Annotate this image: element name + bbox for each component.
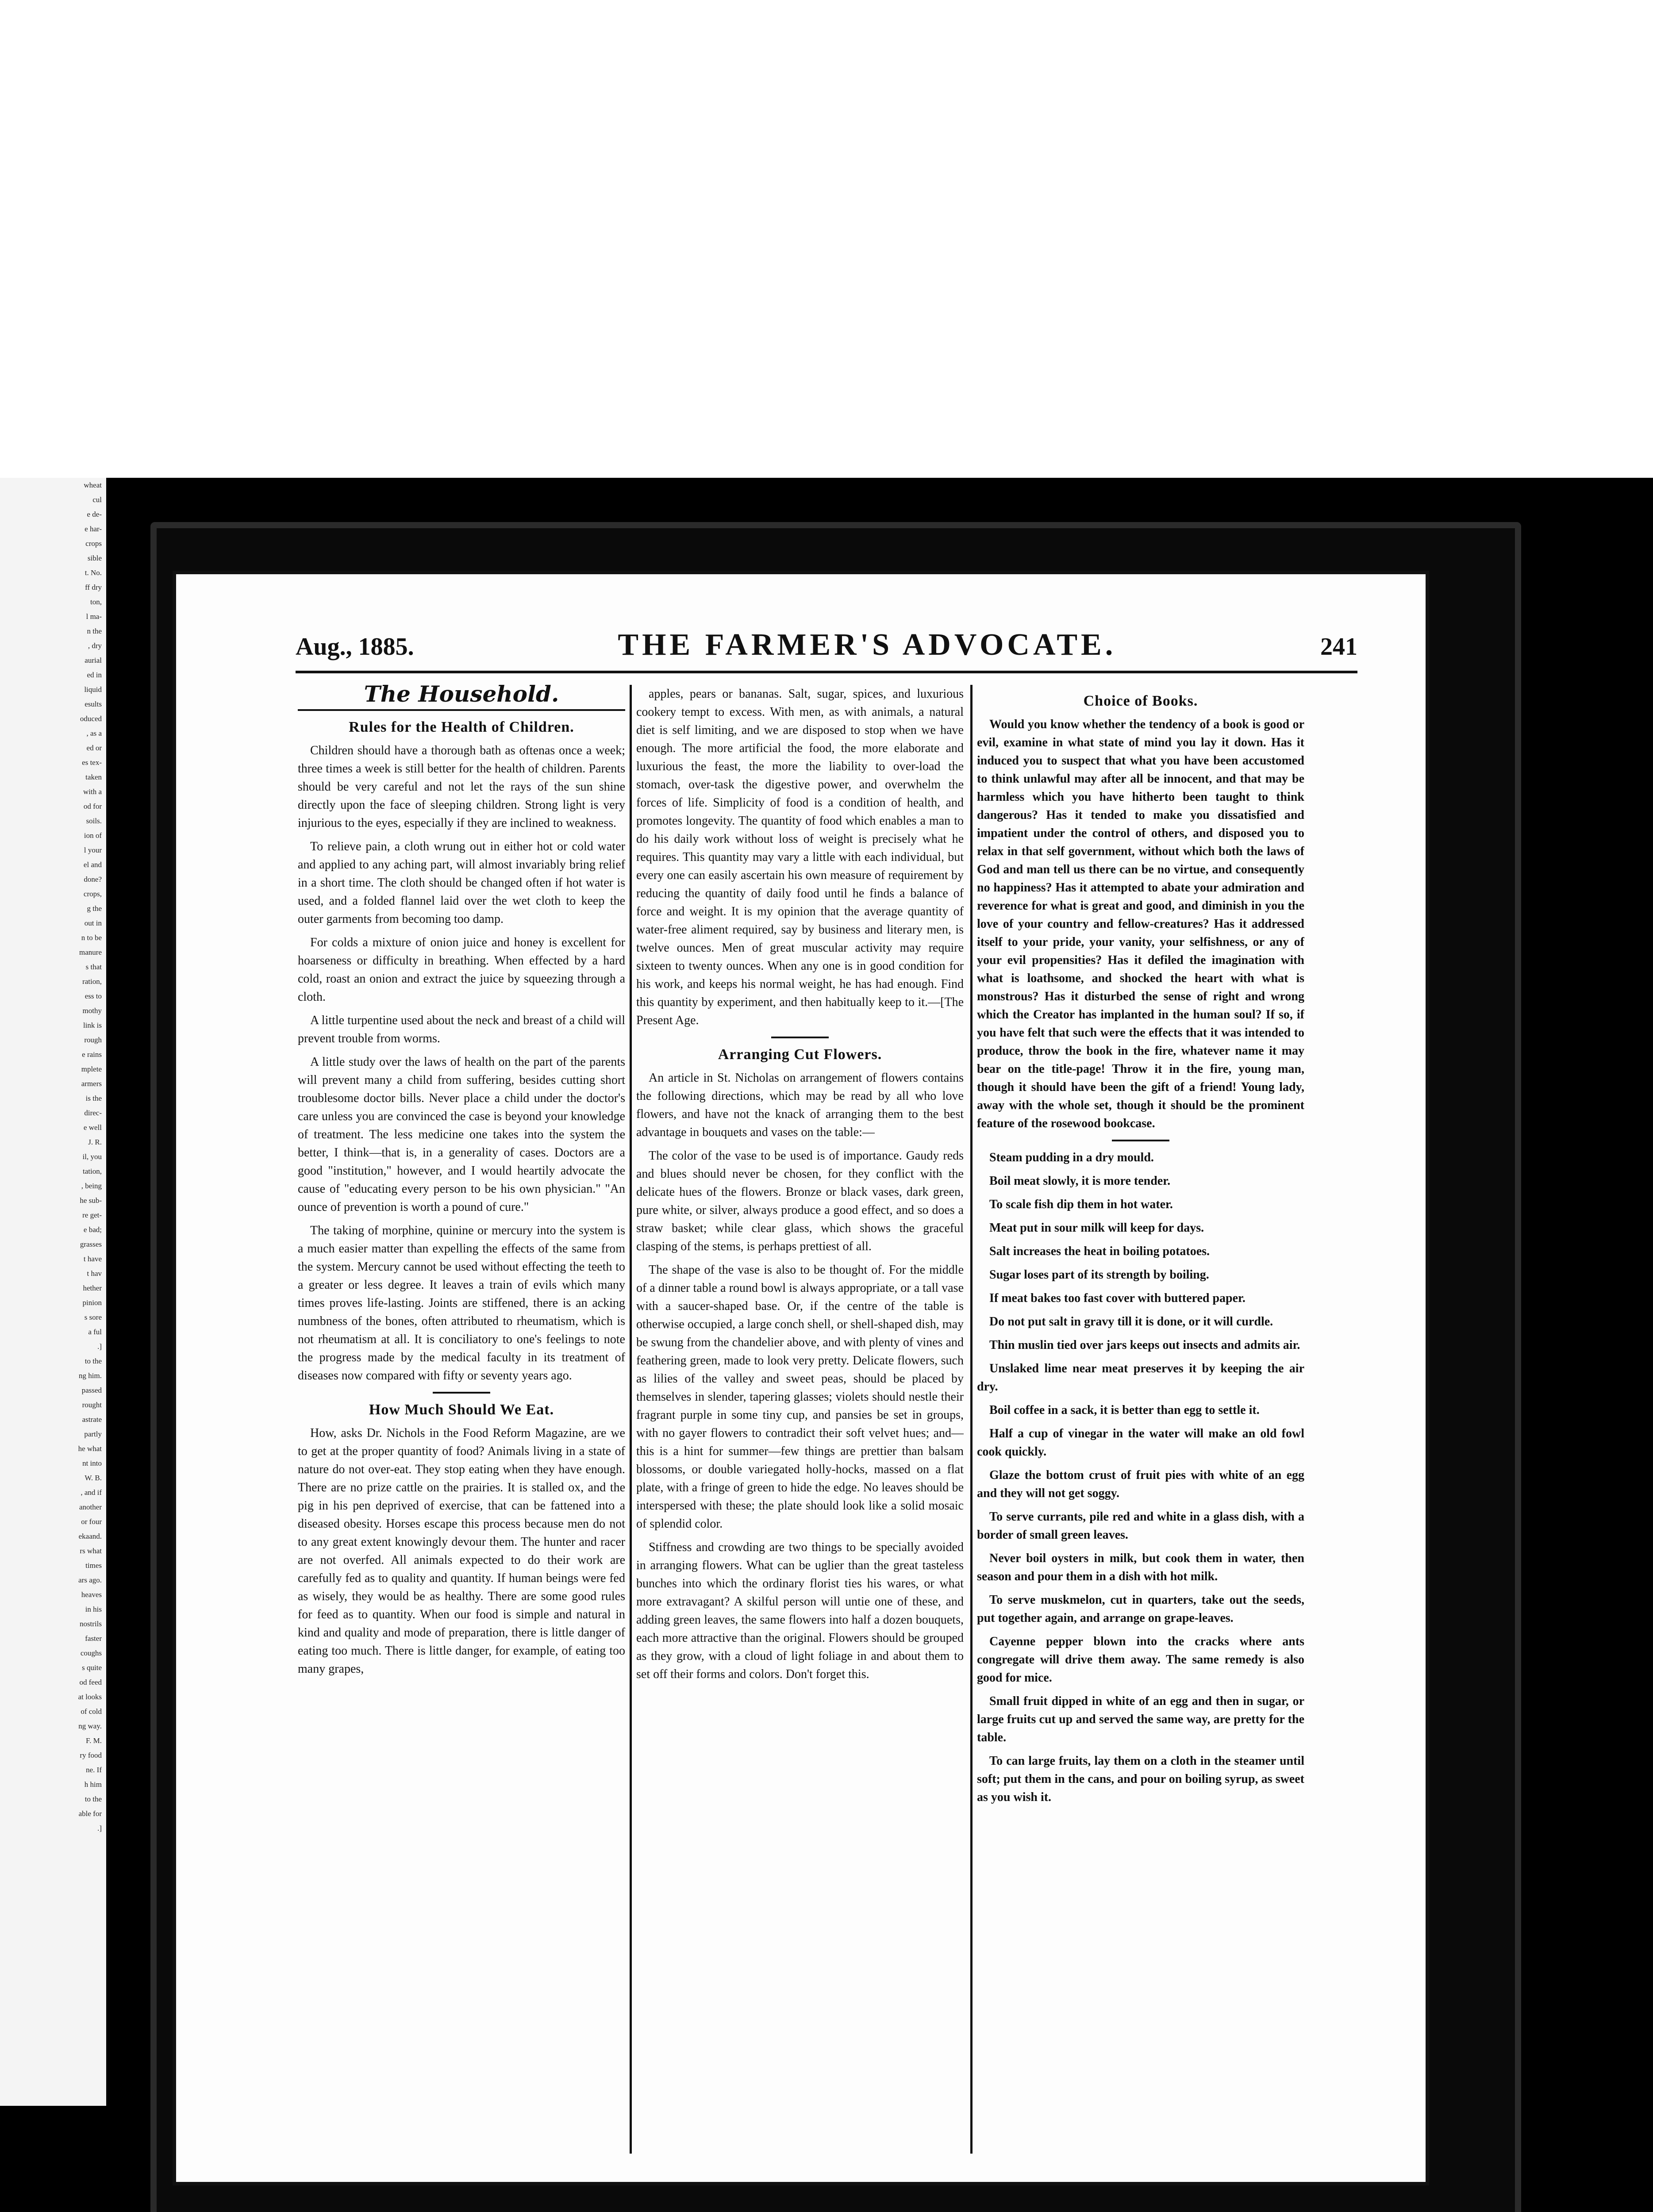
hint-item: Salt increases the heat in boiling potatoes. (989, 1244, 1210, 1258)
hint-item: Never boil oysters in milk, but cook them in water, then season and pour them in a dish with hot milk. (977, 1551, 1304, 1583)
left-page-fragment: passed (81, 1386, 102, 1394)
left-page-fragment: es tex- (82, 758, 102, 767)
left-page-fragment: in his (85, 1605, 102, 1613)
left-page-fragment: , dry (88, 641, 102, 650)
left-page-fragment: hether (83, 1284, 102, 1292)
article-body (298, 741, 625, 1385)
left-page-fragment: crops (85, 539, 102, 548)
left-page-fragment: he sub- (80, 1196, 102, 1205)
left-page-fragment: wheat (84, 481, 102, 489)
household-hints (977, 1148, 1304, 1806)
issue-date: Aug., 1885. (296, 633, 414, 661)
hint-item: If meat bakes too fast cover with buttered paper. (989, 1291, 1246, 1305)
left-page-fragment: soils. (86, 817, 102, 825)
column-1 (298, 685, 625, 2154)
left-page-fragment: ess to (85, 992, 102, 1000)
left-page-fragment: nostrils (79, 1620, 102, 1628)
left-page-fragment: e har- (85, 525, 102, 533)
hint-item: Steam pudding in a dry mould. (989, 1151, 1154, 1164)
left-page-fragment: esults (85, 700, 102, 708)
left-page-fragment: n the (87, 627, 102, 635)
left-page-fragment: aurial (85, 656, 102, 664)
left-page-fragment: ton, (90, 598, 102, 606)
hint-item: Small fruit dipped in white of an egg and then in sugar, or large fruits cut up and served the same way, are pretty for the table. (977, 1694, 1304, 1744)
paragraph: An article in St. Nicholas on arrangement of flowers contains the following directions, which may be read by all who love flowers, and have not the knack of arranging them to the best advantage in bouquets and vases on the table:— (636, 1071, 964, 1139)
hint-item: Unslaked lime near meat preserves it by keeping the air dry. (977, 1362, 1304, 1394)
left-page-fragment: partly (84, 1430, 102, 1438)
article-title: Rules for the Health of Children. (349, 719, 574, 735)
page-number: 241 (1320, 633, 1357, 661)
left-page-fragment: , being (81, 1182, 102, 1190)
left-page-fragment: at looks (78, 1693, 102, 1701)
left-page-fragment: coughs (80, 1649, 102, 1657)
left-page-fragment: another (79, 1503, 102, 1511)
left-page-fragment: nt into (82, 1459, 102, 1467)
left-page-fragment: t hav (87, 1269, 102, 1278)
left-page-fragment: s quite (82, 1663, 102, 1672)
left-page-fragment: , as a (86, 729, 102, 737)
header-rule (296, 671, 1357, 673)
left-page-fragment: n to be (81, 933, 102, 942)
paragraph: For colds a mixture of onion juice and honey is excellent for hoarseness or difficulty in breathing. When effected by a hard cold, roast an onion and extract the juice by squeezing through a cloth. (298, 936, 625, 1004)
left-page-fragment: ff dry (85, 583, 102, 591)
paragraph: How, asks Dr. Nichols in the Food Reform Magazine, are we to get at the proper quantity of food? Animals living in a state of nature do not over-eat. They stop eating when they have enough. There are no prize cattle on the prairies. It is stalled ox, and the pig in his pen deprived of exercise, that can be fattened into a diseased obesity. Horses escape this process because men do not to any great extent knowingly devour them. The hunter and racer are not overfed. All animals expected to do their work are carefully fed as to quality and quantity. If human beings were fed as wisely, they would be as healthy. There are some good rules for feed as to quantity. When our food is simple and natural in kind and quality and mode of preparation, there is little danger of eating too much. There is little danger, for example, of eating too many grapes, (298, 1426, 625, 1676)
left-page-fragment: F. M. (86, 1736, 102, 1745)
left-page-fragment: od feed (79, 1678, 102, 1686)
section-title: The Household. (364, 685, 559, 707)
left-page-fragment: direc- (84, 1109, 102, 1117)
left-page-fragment: grasses (80, 1240, 102, 1248)
left-page-fragment: cul (92, 495, 102, 504)
left-page-fragment: liquid (84, 685, 102, 694)
hint-item: Meat put in sour milk will keep for days. (989, 1221, 1204, 1235)
hint-item: Boil meat slowly, it is more tender. (989, 1174, 1171, 1188)
left-page-fragment: l ma- (86, 612, 102, 621)
left-page-fragment: link is (83, 1021, 102, 1029)
left-page-fragment: of cold (81, 1707, 102, 1716)
left-page-fragment: ne. If (86, 1766, 102, 1774)
scan-background (0, 0, 1653, 478)
left-page-fragment: ekaand. (78, 1532, 102, 1540)
article-divider (1112, 1140, 1169, 1141)
left-page-fragment: out in (84, 919, 102, 927)
hint-item: Cayenne pepper blown into the cracks where ants congregate will drive them away. The same remedy is also good for mice. (977, 1635, 1304, 1685)
left-page-fragment: re get- (82, 1211, 102, 1219)
hint-item: Boil coffee in a sack, it is better than egg to settle it. (989, 1403, 1260, 1417)
left-page-fragment: el and (83, 860, 102, 869)
hint-item: Do not put salt in gravy till it is done, or it will curdle. (989, 1315, 1273, 1329)
left-page-fragment: to the (85, 1795, 102, 1803)
left-page-fragment: to the (85, 1357, 102, 1365)
left-page-fragment: is the (85, 1094, 102, 1102)
page-header (296, 627, 1357, 667)
left-page-fragment: ration, (82, 977, 102, 986)
left-page-fragment: ed or (86, 744, 102, 752)
left-page-fragment: g the (87, 904, 102, 913)
left-page-fragment: rs what (80, 1547, 102, 1555)
column-3 (977, 685, 1304, 2154)
left-page-fragment: ion of (84, 831, 102, 840)
left-page-fragment: taken (85, 773, 102, 781)
hint-item: Sugar loses part of its strength by boiling. (989, 1268, 1209, 1282)
left-page-fragment: crops, (83, 890, 102, 898)
left-page-fragment: W. B. (85, 1474, 102, 1482)
left-page-fragment: he what (78, 1444, 102, 1453)
left-page-fragment: a ful (88, 1328, 102, 1336)
left-page-fragment: mothy (82, 1006, 102, 1015)
paragraph: apples, pears or bananas. Salt, sugar, spices, and luxurious cookery tempt to excess. With men, as with animals, a natural diet is self limiting, and we are disposed to stop when we have enough. The more artificial the food, the more elaborate and luxurious the feast, the more the liability to over-load the stomach, over-task the digestive power, and overwhelm the forces of life. Simplicity of food is a condition of health, and promotes longevity. The quantity of food which enables a man to do his daily work without loss of weight is precisely what he requires. This quantity may vary a little with each individual, but every one can easily ascertain his own measure of requirement by reducing the quantity of daily food until he finds a balance of force and weight. It is my opinion that the average quantity of water-free aliment required, say by business and literary men, is twelve ounces. Men of great muscular activity may require sixteen to twenty ounces. When any one is in good condition for his work, and keeps his normal weight, he has had enough. Find this quantity by experiment, and then habitually keep to it.—[The Present Age. (636, 687, 964, 1027)
left-page-fragment: rought (82, 1401, 102, 1409)
left-page-fragment: e well (83, 1123, 102, 1132)
left-page-fragment: with a (83, 787, 102, 796)
column-2 (636, 685, 964, 2154)
article-body (298, 1424, 625, 1678)
paragraph: Would you know whether the tendency of a book is good or evil, examine in what state of mind you lay it down. Has it induced you to suspect that what you have been accustomed to think unlawful may after all be innocent, and that may be harmless which you have hitherto been taught to think dangerous? Has it tended to make you dissatisfied and impatient under the control of others, and disposed you to relax in that self government, without which both the laws of God and man tell us there can be no virtue, and consequently no happiness? Has it attempted to abate your admiration and reverence for what is great and good, and diminish in you the love of your country and fellow-creatures? Has it addressed itself to your pride, your vanity, your selfishness, or any of your evil propensities? Has it defiled the imagination with what is loathsome, and shocked the heart with what is monstrous? Has it disturbed the sense of right and wrong which the Creator has implanted in the human soul? If so, if you have felt that such were the effects that it was intended to produce, throw the book in the fire, whatever name it may bear on the title-page! Throw it in the fire, young man, though it should have been the gift of a friend! Young lady, away with the whole set, though it should be the prominent feature of the rosewood bookcase. (977, 718, 1304, 1130)
left-page-fragment: rough (84, 1036, 102, 1044)
left-page-fragment: heaves (81, 1590, 102, 1599)
left-page-fragment: manure (79, 948, 102, 956)
paragraph: To relieve pain, a cloth wrung out in either hot or cold water and applied to any aching part, will almost invariably bring relief in a short time. The cloth should be changed often if hot water is used, and a folded flannel laid over the wet cloth to keep the outer garments from becoming too damp. (298, 840, 625, 926)
paragraph: A little study over the laws of health on the part of the parents will prevent many a child from suffering, besides cutting short troublesome doctor bills. Never place a child under the doctor's care unless you are convinced the case is beyond your knowledge of treatment. The less medicine one takes into the system the better, I think—that is, in a generality of cases. Doctors are a good "institution," however, and I would heartily advocate the cause of "educating every person to be his own physician." "An ounce of prevention is worth a pound of cure." (298, 1055, 625, 1214)
left-page-fragment: tation, (83, 1167, 102, 1175)
left-page-fragment: e de- (87, 510, 102, 518)
paragraph: Stiffness and crowding are two things to be specially avoided in arranging flowers. What can be uglier than the great tasteless bunches into which the ordinary florist ties his wares, or what more extravagant? A skilful person will untie one of these, and adding green leaves, the same flowers into half a dozen bouquets, each more attractive than the original. Flowers should be grouped as they grow, with a cloud of light foliage in and about them to set off their forms and colors. Don't forget this. (636, 1540, 964, 1681)
left-page-fragment: e bad; (83, 1225, 102, 1234)
column-divider (630, 685, 632, 2154)
left-page-fragment: ars ago. (78, 1576, 102, 1584)
left-page-fragment: J. R. (88, 1138, 102, 1146)
left-page-fragment: l your (84, 846, 102, 854)
left-page-fragment: t have (83, 1255, 102, 1263)
left-page-fragment: , and if (81, 1488, 102, 1497)
left-page-fragment: armers (81, 1079, 102, 1088)
left-page-fragment: sible (87, 554, 102, 562)
hint-item: To serve currants, pile red and white in a glass dish, with a border of small green leaves. (977, 1510, 1304, 1542)
column-divider (970, 685, 973, 2154)
left-page-fragment: il, you (82, 1152, 102, 1161)
left-page-fragment: pinion (82, 1298, 102, 1307)
article-title: How Much Should We Eat. (369, 1402, 554, 1418)
left-page-fragment: ed in (87, 671, 102, 679)
paragraph: Children should have a thorough bath as oftenas once a week; three times a week is still better for the health of children. Parents should be very careful and not let the rays of the sun shine directly upon the face of sleeping children. Strong light is very injurious to the eyes, especially if they are inclined to weakness. (298, 744, 625, 830)
left-page-fragment: faster (85, 1634, 102, 1643)
hint-item: Thin muslin tied over jars keeps out insects and admits air. (989, 1338, 1300, 1352)
left-page-fragment: h him (84, 1780, 102, 1789)
left-page-fragment: astrate (82, 1415, 102, 1424)
left-page-fragment: times (85, 1561, 102, 1570)
left-page-fragment: or four (81, 1517, 102, 1526)
paragraph: A little turpentine used about the neck and breast of a child will prevent trouble from worms. (298, 1014, 625, 1045)
left-page-fragment: oduced (80, 714, 102, 723)
paragraph: The taking of morphine, quinine or mercury into the system is a much easier matter than expelling the effects of the same from the system. Mercury cannot be used without effecting the teeth to a greater or less degree. It leaves a train of evils which many times proves life-lasting. Joints are stiffened, there is an acking numbness of the bones, often attributed to rheumatism, which is not rheumatism at all. It is conciliatory to one's feelings to note the progress made by the medical faculty in its treatment of diseases now compared with fifty or seventy years ago. (298, 1224, 625, 1382)
hint-item: To scale fish dip them in hot water. (989, 1198, 1173, 1211)
left-page-fragment: .] (97, 1824, 102, 1832)
hint-item: Half a cup of vinegar in the water will make an old fowl cook quickly. (977, 1427, 1304, 1459)
hint-item: Glaze the bottom crust of fruit pies with white of an egg and they will not get soggy. (977, 1468, 1304, 1500)
article-body (636, 1069, 964, 1683)
article-title: Choice of Books. (1083, 693, 1198, 709)
article-divider (433, 1392, 490, 1394)
left-page-fragment: .] (97, 1342, 102, 1351)
article-title: Arranging Cut Flowers. (718, 1046, 882, 1063)
article-body (977, 715, 1304, 1133)
left-page-fragment: s that (85, 963, 102, 971)
left-page-fragment: mplete (81, 1065, 102, 1073)
article-body (636, 685, 964, 1029)
left-page-fragment: ry food (80, 1751, 102, 1759)
left-page-fragment: ng him. (79, 1371, 102, 1380)
left-page-fragment: t. No. (85, 568, 102, 577)
article-divider (771, 1037, 829, 1038)
hint-item: To can large fruits, lay them on a cloth in the steamer until soft; put them in the cans, and pour on boiling syrup, as sweet as you wish it. (977, 1754, 1304, 1804)
left-page-fragment: able for (78, 1809, 102, 1818)
left-page-fragment: ng way. (78, 1722, 102, 1730)
newspaper-page (173, 571, 1429, 2185)
left-page-fragment: s sore (84, 1313, 102, 1321)
hint-item: To serve muskmelon, cut in quarters, take out the seeds, put together again, and arrange on grape-leaves. (977, 1593, 1304, 1625)
left-page-fragment: od for (83, 802, 102, 810)
paragraph: The shape of the vase is also to be thought of. For the middle of a dinner table a round bowl is always appropriate, or a tall vase with a saucer-shaped base. Or, if the centre of the table is otherwise occupied, a large conch shell, or shell-shaped dish, may be swung from the chandelier above, and with plenty of vines and feathering green, made to look very pretty. Delicate flowers, such as lilies of the valley and sweet peas, should be placed by themselves in slender, tapering glasses; violets should nestle their fragrant purple in some tiny cup, and pansies be set in groups, with no gayer flowers to contradict their soft velvet hues; and—this is a hint for summer—few things are prettier than balsam blossoms, or double variegated holly-hocks, massed on a flat plate, with a fringe of green to hide the edge. No leaves should be interspersed with these; the plate should look like a solid mosaic of splendid color. (636, 1263, 964, 1531)
left-page-fragment: done? (84, 875, 102, 883)
masthead-title: THE FARMER'S ADVOCATE. (618, 628, 1117, 662)
left-page-edge (0, 478, 106, 2106)
paragraph: The color of the vase to be used is of importance. Gaudy reds and blues should never be chosen, for they conflict with the delicate hues of the flowers. Bronze or black vases, dark green, pure white, or silver, always produce a good effect, and so does a straw basket; while clear glass, which shows the graceful clasping of the stems, is perhaps prettiest of all. (636, 1149, 964, 1253)
section-rule (298, 709, 625, 711)
left-page-fragment: e rains (82, 1050, 102, 1059)
